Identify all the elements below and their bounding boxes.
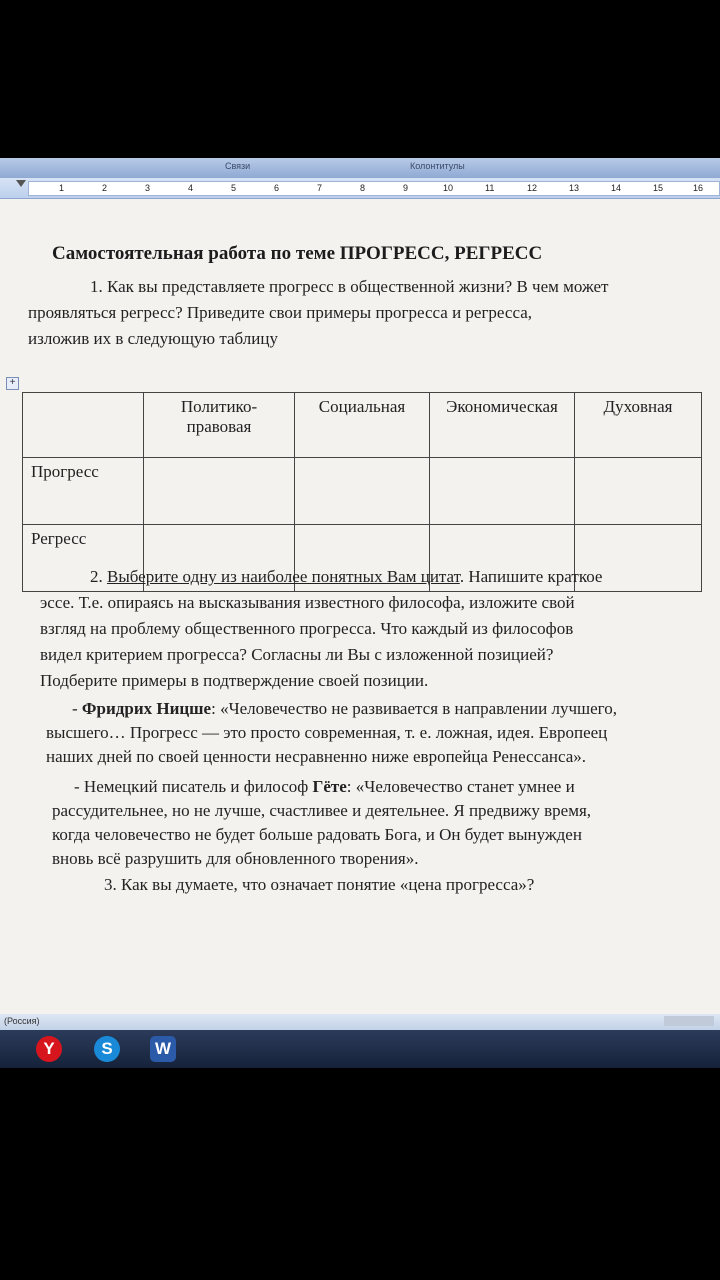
task2-line: взгляд на проблему общественного прогресса. Что каждый из философов (40, 619, 574, 638)
table-row (23, 458, 702, 525)
task2-line (90, 567, 602, 587)
quote2-author: Гёте (312, 777, 347, 796)
table-header-cell[interactable]: Политико- правовая (144, 393, 295, 458)
ruler-tick: 5 (231, 183, 237, 193)
quote2-prefix: - Немецкий писатель и философ (74, 777, 313, 796)
ruler-tick: 7 (317, 183, 323, 193)
ribbon-group-links[interactable]: Связи (225, 161, 251, 171)
ruler-tick: 10 (443, 183, 454, 193)
yandex-icon[interactable]: Y (36, 1036, 62, 1062)
table-header-cell[interactable]: Социальная (295, 393, 430, 458)
quote2-text: : «Человечество станет умнее и (346, 777, 575, 796)
table-header-cell[interactable]: Духовная (575, 393, 702, 458)
table-header-cell[interactable]: Экономическая (430, 393, 575, 458)
task3-line: 3. Как вы думаете, что означает понятие «цена прогресса»? (104, 875, 535, 894)
quote1-line (72, 699, 617, 719)
ruler-tick: 6 (274, 183, 280, 193)
task2-suffix: . Напишите краткое (459, 567, 603, 586)
task2-underlined: Выберите одну из наиболее понятных Вам цитат (107, 567, 460, 586)
task2-line: видел критерием прогресса? Согласны ли Вы с изложенной позицией? (40, 645, 554, 664)
zoom-slider[interactable] (664, 1016, 714, 1026)
task1-line: 1. Как вы представляете прогресс в общественной жизни? В чем может (90, 277, 609, 296)
ruler-tick: 9 (403, 183, 409, 193)
indent-marker[interactable] (16, 180, 26, 187)
taskbar (0, 1030, 720, 1068)
task1-line: изложив их в следующую таблицу (28, 329, 278, 348)
quote1-line: наших дней по своей ценности несравненно ниже европейца Ренессанса». (46, 747, 587, 766)
ruler-tick: 3 (145, 183, 151, 193)
ruler-tick: 14 (611, 183, 622, 193)
status-bar (0, 1014, 720, 1030)
ruler-tick: 16 (693, 183, 704, 193)
ruler-track (28, 181, 720, 196)
table-cell[interactable] (430, 458, 575, 525)
table-cell[interactable] (144, 458, 295, 525)
quote2-line (74, 777, 575, 797)
ruler-tick: 1 (59, 183, 65, 193)
task1-line: проявляться регресс? Приведите свои примеры прогресса и регресса, (28, 303, 532, 322)
table-move-handle-icon[interactable]: + (6, 377, 19, 390)
ruler-tick: 15 (653, 183, 664, 193)
ruler-tick: 2 (102, 183, 108, 193)
quote2-line: вновь всё разрушить для обновленного творения». (52, 849, 419, 868)
quote2-line: когда человечество не будет больше радовать Бога, и Он будет вынужден (52, 825, 582, 844)
ribbon (0, 158, 720, 178)
quote1-line: высшего… Прогресс — это просто современная, т. е. ложная, идея. Европеец (46, 723, 608, 742)
quote1-author: Фридрих Ницше (81, 699, 212, 718)
document-title: Самостоятельная работа по теме ПРОГРЕСС, РЕГРЕСС (52, 243, 543, 264)
monitor-screen (0, 158, 720, 1068)
ruler[interactable] (0, 178, 720, 199)
table-row-label[interactable]: Прогресс (23, 458, 144, 525)
task2-line: Подберите примеры в подтверждение своей позиции. (40, 671, 429, 690)
document-page[interactable] (0, 199, 720, 1014)
quote1-text: : «Человечество не развивается в направлении лучшего, (211, 699, 617, 718)
word-icon[interactable]: W (150, 1036, 176, 1062)
task2-number: 2. (90, 567, 107, 586)
task2-line: эссе. Т.е. опираясь на высказывания известного философа, изложите свой (40, 593, 575, 612)
table-header-cell[interactable] (23, 393, 144, 458)
ruler-tick: 13 (569, 183, 580, 193)
progress-table[interactable] (22, 392, 702, 592)
table-cell[interactable] (575, 458, 702, 525)
ruler-tick: 11 (485, 183, 495, 193)
language-indicator[interactable]: (Россия) (4, 1016, 40, 1026)
table-row-label[interactable]: Регресс (23, 525, 144, 592)
quote2-line: рассудительнее, но не лучше, счастливее и деятельнее. Я предвижу время, (52, 801, 592, 820)
table-header-row (23, 393, 702, 458)
ruler-tick: 4 (188, 183, 194, 193)
table-cell[interactable] (295, 458, 430, 525)
ruler-tick: 12 (527, 183, 538, 193)
skype-icon[interactable]: S (94, 1036, 120, 1062)
quote1-dash: - (72, 699, 82, 718)
ribbon-group-headers[interactable]: Колонтитулы (410, 161, 465, 171)
ruler-tick: 8 (360, 183, 366, 193)
